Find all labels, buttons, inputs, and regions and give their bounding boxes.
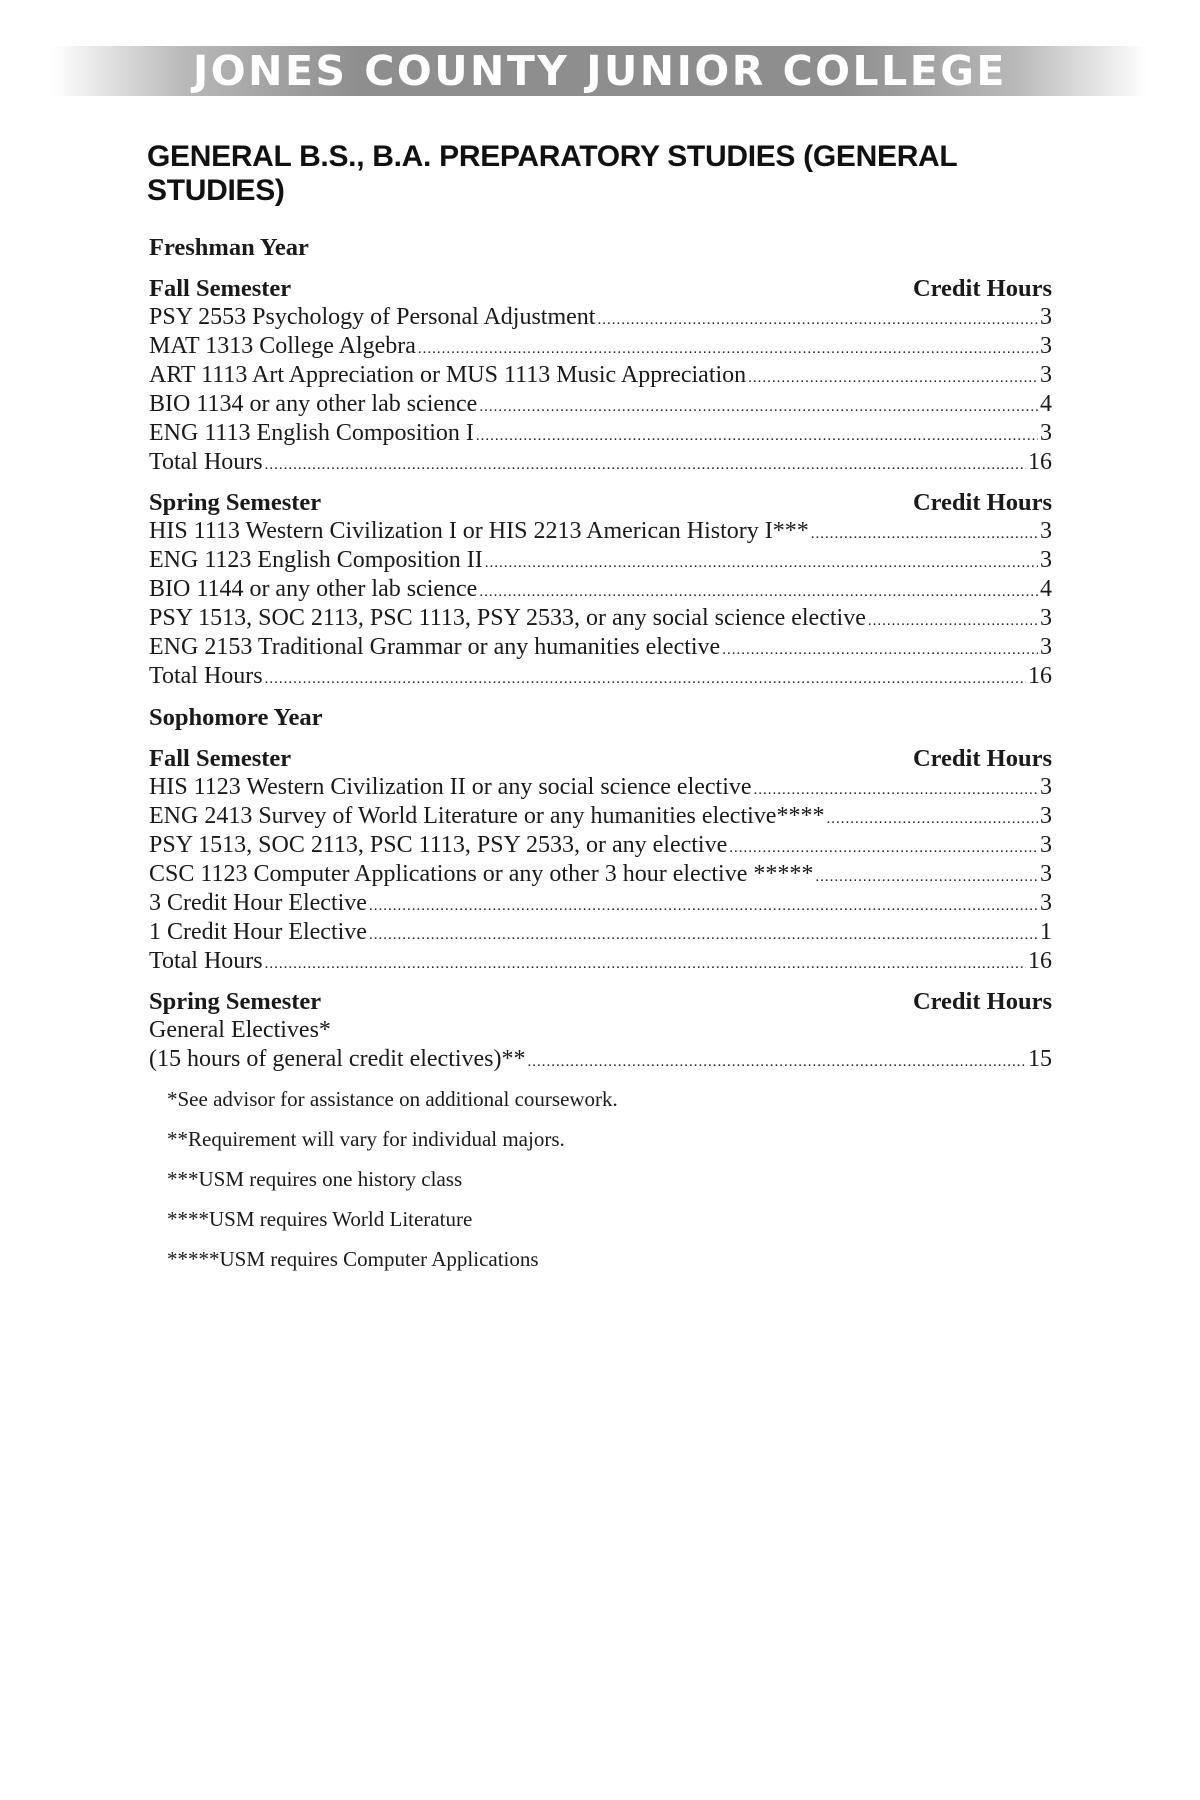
leader-dots <box>528 1048 1026 1077</box>
credit-hours-label: Credit Hours <box>912 988 1052 1015</box>
leader-dots <box>811 520 1038 549</box>
footnote: **Requirement will vary for individual majors. <box>167 1127 565 1151</box>
course-row <box>149 860 1052 889</box>
leader-dots <box>479 578 1038 607</box>
course-hours: 3 <box>1040 890 1052 916</box>
course-name: HIS 1113 Western Civilization I or HIS 2213 American History I*** <box>149 518 809 544</box>
course-row <box>149 918 1052 947</box>
total-hours: 16 <box>1028 663 1052 689</box>
course-name: (15 hours of general credit electives)** <box>149 1046 526 1072</box>
course-hours: 3 <box>1040 803 1052 829</box>
course-hours: 3 <box>1040 634 1052 660</box>
course-hours: 3 <box>1040 605 1052 631</box>
course-name: PSY 1513, SOC 2113, PSC 1113, PSY 2533, or any social science elective <box>149 605 866 631</box>
course-name: HIS 1123 Western Civilization II or any social science elective <box>149 774 752 800</box>
course-name: BIO 1144 or any other lab science <box>149 576 478 602</box>
course-hours: 3 <box>1040 547 1052 573</box>
footnote: *See advisor for assistance on additional coursework. <box>167 1087 618 1111</box>
leader-dots <box>868 607 1038 636</box>
semester-title: Fall Semester <box>149 275 292 302</box>
footnotes <box>149 1086 1052 1272</box>
course-name: ENG 2153 Traditional Grammar or any humanities elective <box>149 634 721 660</box>
footnote: *****USM requires Computer Applications <box>167 1247 539 1271</box>
course-hours: 3 <box>1040 362 1052 388</box>
leader-dots <box>748 364 1038 393</box>
course-hours: 3 <box>1040 832 1052 858</box>
semester-header <box>149 489 1052 517</box>
leader-dots <box>476 422 1038 451</box>
course-row <box>149 604 1052 633</box>
course-row <box>149 303 1052 332</box>
course-plan <box>149 233 1052 1286</box>
course-hours: 4 <box>1040 391 1052 417</box>
general-electives-label: General Electives* <box>149 1017 331 1043</box>
college-banner <box>52 46 1148 96</box>
leader-dots <box>479 393 1038 422</box>
course-name: PSY 1513, SOC 2113, PSC 1113, PSY 2533, or any elective <box>149 832 728 858</box>
course-row <box>149 390 1052 419</box>
footnote: ***USM requires one history class <box>167 1167 463 1191</box>
course-row <box>149 361 1052 390</box>
sophomore-year-heading: Sophomore Year <box>149 704 323 731</box>
course-row <box>149 546 1052 575</box>
total-row <box>149 947 1052 976</box>
course-name: 3 Credit Hour Elective <box>149 890 367 916</box>
total-row <box>149 662 1052 691</box>
course-hours: 3 <box>1040 420 1052 446</box>
course-name: CSC 1123 Computer Applications or any other 3 hour elective ***** <box>149 861 814 887</box>
leader-dots <box>815 863 1038 892</box>
leader-dots <box>485 549 1038 578</box>
leader-dots <box>265 950 1026 979</box>
freshman-spring-semester <box>149 489 1052 691</box>
credit-hours-label: Credit Hours <box>912 745 1052 772</box>
course-hours: 1 <box>1040 919 1052 945</box>
leader-dots <box>265 665 1026 694</box>
course-hours: 3 <box>1040 774 1052 800</box>
credit-hours-label: Credit Hours <box>912 275 1052 302</box>
leader-dots <box>265 451 1026 480</box>
freshman-year-heading: Freshman Year <box>149 234 309 261</box>
course-hours: 4 <box>1040 576 1052 602</box>
course-name: ENG 2413 Survey of World Literature or any humanities elective**** <box>149 803 825 829</box>
college-name: JONES COUNTY JUNIOR COLLEGE <box>193 46 1007 95</box>
course-name: MAT 1313 College Algebra <box>149 333 416 359</box>
leader-dots <box>597 306 1038 335</box>
credit-hours-label: Credit Hours <box>912 489 1052 516</box>
course-row <box>149 831 1052 860</box>
freshman-fall-semester <box>149 275 1052 477</box>
course-hours: 15 <box>1028 1046 1052 1072</box>
leader-dots <box>722 636 1038 665</box>
leader-dots <box>369 921 1038 950</box>
course-hours: 3 <box>1040 304 1052 330</box>
leader-dots <box>729 834 1038 863</box>
course-row <box>149 575 1052 604</box>
leader-dots <box>826 805 1038 834</box>
course-name: BIO 1134 or any other lab science <box>149 391 478 417</box>
semester-title: Fall Semester <box>149 745 292 772</box>
total-hours: 16 <box>1028 948 1052 974</box>
semester-header <box>149 988 1052 1016</box>
semester-title: Spring Semester <box>149 988 322 1015</box>
course-row <box>149 802 1052 831</box>
course-row <box>149 517 1052 546</box>
course-row <box>149 1045 1052 1074</box>
course-row <box>149 773 1052 802</box>
course-hours: 3 <box>1040 861 1052 887</box>
sophomore-spring-semester <box>149 988 1052 1074</box>
course-name: ART 1113 Art Appreciation or MUS 1113 Music Appreciation <box>149 362 747 388</box>
course-name: 1 Credit Hour Elective <box>149 919 367 945</box>
course-row <box>149 633 1052 662</box>
total-label: Total Hours <box>149 449 263 475</box>
page-title: GENERAL B.S., B.A. PREPARATORY STUDIES (GENERAL STUDIES) <box>147 140 957 207</box>
course-hours: 3 <box>1040 333 1052 359</box>
leader-dots <box>369 892 1038 921</box>
total-hours: 16 <box>1028 449 1052 475</box>
course-row <box>149 419 1052 448</box>
semester-title: Spring Semester <box>149 489 322 516</box>
course-row <box>149 332 1052 361</box>
course-name: ENG 1123 English Composition II <box>149 547 483 573</box>
leader-dots <box>754 776 1038 805</box>
course-name: PSY 2553 Psychology of Personal Adjustment <box>149 304 596 330</box>
course-name: ENG 1113 English Composition I <box>149 420 474 446</box>
semester-header <box>149 275 1052 303</box>
semester-header <box>149 745 1052 773</box>
total-label: Total Hours <box>149 663 263 689</box>
footnote: ****USM requires World Literature <box>167 1207 473 1231</box>
sophomore-fall-semester <box>149 745 1052 976</box>
course-hours: 3 <box>1040 518 1052 544</box>
leader-dots <box>418 335 1038 364</box>
course-row <box>149 889 1052 918</box>
total-label: Total Hours <box>149 948 263 974</box>
total-row <box>149 448 1052 477</box>
